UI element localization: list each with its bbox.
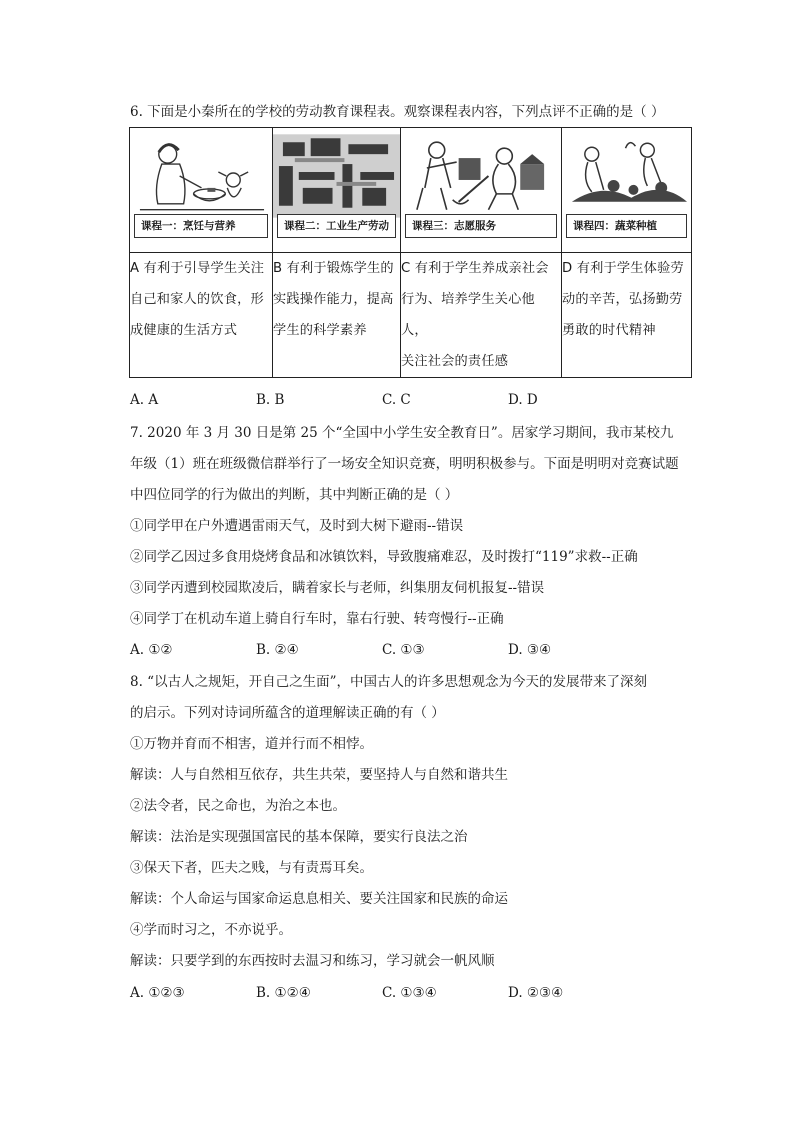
planting-illustration bbox=[562, 128, 691, 218]
course-4-caption: 课程四：蔬菜种植 bbox=[566, 214, 687, 238]
q7-item-1: ①同学甲在户外遭遇雷雨天气，及时到大树下避雨--错误 bbox=[130, 518, 464, 534]
comment-a: A 有利于引导学生关注 自己和家人的饮食，形 成健康的生活方式 bbox=[130, 253, 273, 378]
q8-interpretation-1: 解读：人与自然相互依存，共生共荣，要坚持人与自然和谐共生 bbox=[130, 767, 508, 783]
comment-c: C 有利于学生养成亲社会 行为、培养学生关心他人， 关注社会的责任感 bbox=[401, 253, 562, 378]
course-1-caption: 课程一：烹饪与营养 bbox=[134, 214, 268, 238]
q8-interpretation-3: 解读：个人命运与国家命运息息相关、要关注国家和民族的命运 bbox=[130, 891, 508, 907]
factory-illustration bbox=[273, 128, 400, 218]
q6-option-b[interactable]: B. B bbox=[256, 392, 285, 408]
q8-item-4: ④学而时习之，不亦说乎。 bbox=[130, 922, 292, 938]
q8-item-3: ③保天下者，匹夫之贱，与有责焉耳矣。 bbox=[130, 860, 373, 876]
course-2-image bbox=[273, 128, 401, 253]
course-4-image bbox=[562, 128, 692, 253]
comment-b: B 有利于锻炼学生的 实践操作能力，提高 学生的科学素养 bbox=[273, 253, 401, 378]
comment-d: D 有利于学生体验劳 动的辛苦，弘扬勤劳 勇敢的时代精神 bbox=[562, 253, 692, 378]
course-3-image bbox=[401, 128, 562, 253]
q6-stem: 6. 下面是小秦所在的学校的劳动教育课程表。观察课程表内容，下列点评不正确的是（ ） bbox=[130, 104, 665, 120]
volunteer-illustration bbox=[401, 128, 561, 218]
q8-option-b[interactable]: B. ①②④ bbox=[256, 985, 311, 1001]
q7-option-d[interactable]: D. ③④ bbox=[508, 642, 552, 658]
cooking-illustration bbox=[130, 128, 272, 218]
course-1-image bbox=[130, 128, 273, 253]
q8-option-c[interactable]: C. ①③④ bbox=[382, 985, 437, 1001]
q8-item-1: ①万物并育而不相害，道并行而不相悖。 bbox=[130, 736, 373, 752]
q6-option-c[interactable]: C. C bbox=[382, 392, 411, 408]
q7-item-4: ④同学丁在机动车道上骑自行车时，靠右行驶、转弯慢行--正确 bbox=[130, 611, 504, 627]
q8-stem-line-1: 8. “以古人之规矩，开自己之生面”，中国古人的许多思想观念为今天的发展带来了深刻 bbox=[130, 674, 647, 690]
course-2-caption: 课程二：工业生产劳动 bbox=[277, 214, 396, 238]
q6-option-a[interactable]: A. A bbox=[130, 392, 159, 408]
course-3-caption: 课程三：志愿服务 bbox=[405, 214, 557, 238]
q8-interpretation-4: 解读：只要学到的东西按时去温习和练习，学习就会一帆风顺 bbox=[130, 953, 495, 969]
q8-option-a[interactable]: A. ①②③ bbox=[130, 985, 185, 1001]
q7-option-a[interactable]: A. ①② bbox=[130, 642, 173, 658]
q8-options bbox=[130, 983, 690, 1003]
q7-option-c[interactable]: C. ①③ bbox=[382, 642, 425, 658]
q8-stem-line-2: 的启示。下列对诗词所蕴含的道理解读正确的有（ ） bbox=[130, 705, 445, 721]
course-table bbox=[129, 127, 692, 378]
q7-item-3: ③同学丙遭到校园欺凌后，瞒着家长与老师，纠集朋友伺机报复--错误 bbox=[130, 580, 545, 596]
q8-option-d[interactable]: D. ②③④ bbox=[508, 985, 564, 1001]
q7-options bbox=[130, 640, 690, 660]
q8-item-2: ②法令者，民之命也，为治之本也。 bbox=[130, 798, 346, 814]
q7-stem-line-1: 7. 2020 年 3 月 30 日是第 25 个“全国中小学生安全教育日”。居家学习期间，我市某校九 bbox=[130, 425, 674, 441]
q8-interpretation-2: 解读：法治是实现强国富民的基本保障，要实行良法之治 bbox=[130, 829, 468, 845]
q7-option-b[interactable]: B. ②④ bbox=[256, 642, 299, 658]
q7-stem-line-3: 中四位同学的行为做出的判断，其中判断正确的是（ ） bbox=[130, 487, 459, 503]
q6-options bbox=[130, 390, 690, 410]
q7-stem-line-2: 年级（1）班在班级微信群举行了一场安全知识竞赛，明明积极参与。下面是明明对竞赛试题 bbox=[130, 456, 679, 472]
q6-option-d[interactable]: D. D bbox=[508, 392, 538, 408]
q7-item-2: ②同学乙因过多食用烧烤食品和冰镇饮料，导致腹痛难忍，及时拨打“119”求救--正确 bbox=[130, 549, 638, 565]
